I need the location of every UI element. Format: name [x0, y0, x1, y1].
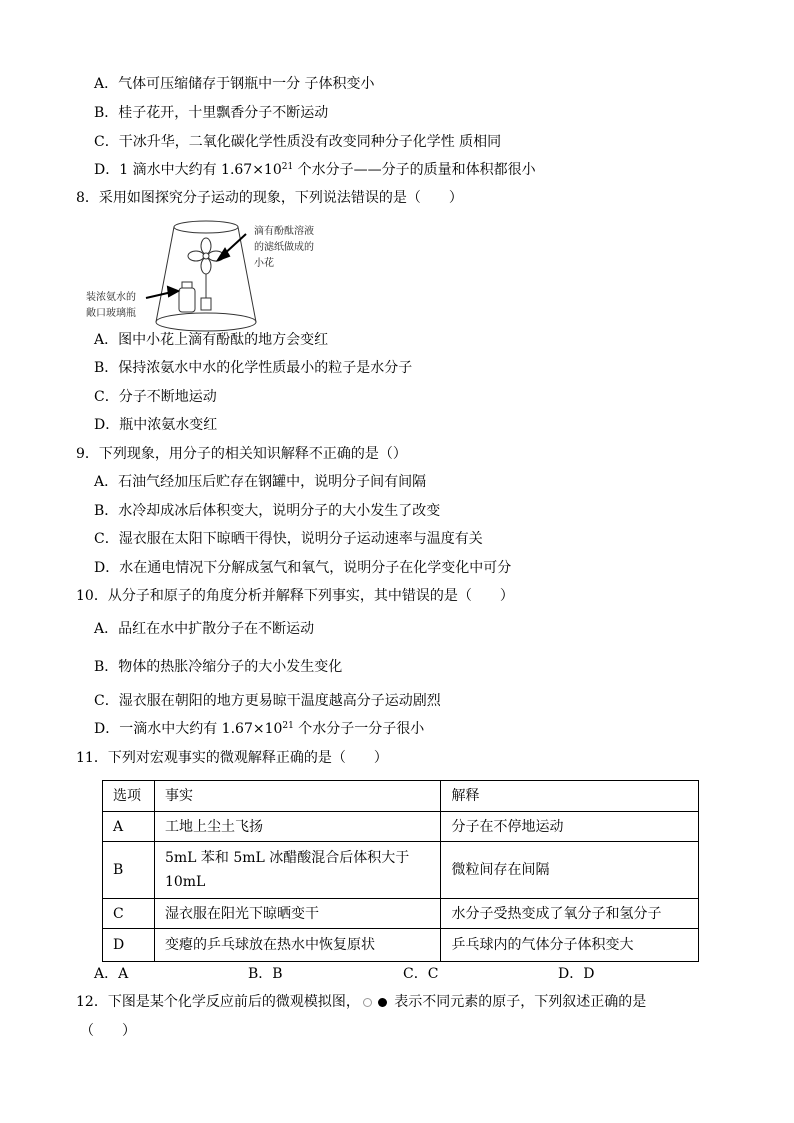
q8-option-a: A．图中小花上滴有酚酞的地方会变红 — [94, 332, 329, 348]
ammonia-bottle-illustration — [179, 282, 195, 312]
q9-option-c: C．湿衣服在太阳下晾晒干得快，说明分子运动速率与温度有关 — [94, 531, 483, 547]
q7-option-d: D．1 滴水中大约有 $1.67\times 10^{21}$ 个水分子——分子的质量和体积都很小 — [94, 162, 536, 178]
row-fact — [154, 842, 441, 899]
white-atom-icon — [363, 998, 372, 1007]
q10-option-c: C．湿衣服在朝阳的地方更易晾干温度越高分子运动剧烈 — [94, 693, 441, 709]
q7-option-b: B．桂子花开，十里飘香分子不断运动 — [94, 105, 329, 121]
header-option: 选项 — [103, 781, 155, 812]
q11-answer-c: C．C — [403, 966, 439, 982]
table-row — [103, 899, 699, 929]
q11-answer-d: D．D — [558, 966, 595, 982]
bottle-label-line1: 装浓氨水的 — [86, 292, 136, 303]
q9-option-a: A．石油气经加压后贮存在钢罐中，说明分子间有间隔 — [94, 474, 427, 490]
flower-label-line3: 小花 — [254, 258, 274, 269]
q12-stem: 12．下图是某个化学反应前后的微观模拟图， 表示不同元素的原子，下列叙述正确的是 — [76, 994, 647, 1010]
q11-answer-a: A．A — [94, 966, 129, 982]
q12-stem-continuation: （ ） — [80, 1023, 136, 1039]
row-fact: 湿衣服在阳光下晾晒变干 — [154, 899, 441, 929]
q11-answer-b: B．B — [248, 966, 283, 982]
row-explanation: 水分子受热变成了氧分子和氢分子 — [441, 899, 699, 929]
q7-option-c: C．干冰升华，二氧化碳化学性质没有改变同种分子化学性 质相同 — [94, 134, 502, 150]
q8-option-c: C．分子不断地运动 — [94, 389, 217, 405]
q10-stem: 10．从分子和原子的角度分析并解释下列事实，其中错误的是（ ） — [76, 588, 514, 604]
q10-option-a: A．品红在水中扩散分子在不断运动 — [94, 621, 315, 637]
row-option: D — [103, 929, 155, 962]
q11-stem: 11．下列对宏观事实的微观解释正确的是（ ） — [76, 750, 388, 766]
q9-option-d: D．水在通电情况下分解成氢气和氧气，说明分子在化学变化中可分 — [94, 560, 512, 576]
row-explanation: 微粒间存在间隔 — [441, 842, 699, 899]
q8-option-d: D．瓶中浓氨水变红 — [94, 417, 218, 433]
black-atom-icon — [378, 998, 387, 1007]
q10-option-d: D．一滴水中大约有 $1.67\times 10^{21}$ 个水分子一分子很小 — [94, 721, 425, 737]
row-option: C — [103, 899, 155, 929]
bottle-label-line2: 敞口玻璃瓶 — [86, 308, 136, 319]
q10-option-b: B．物体的热胀冷缩分子的大小发生变化 — [94, 659, 343, 675]
q7-option-a: A．气体可压缩储存于钢瓶中一分 子体积变小 — [94, 76, 375, 92]
q8-figure-ammonia-experiment — [84, 212, 344, 334]
row-explanation: 乒乓球内的气体分子体积变大 — [441, 929, 699, 962]
row-option: A — [103, 812, 155, 842]
row-fact-line1: 5mL 苯和 5mL 冰醋酸混合后体积大于 — [164, 850, 410, 866]
table-row — [103, 929, 699, 962]
row-explanation: 分子在不停地运动 — [441, 812, 699, 842]
header-fact: 事实 — [154, 781, 441, 812]
q11-table — [102, 780, 699, 962]
table-row — [103, 812, 699, 842]
flower-label-line2: 的滤纸做成的 — [254, 242, 314, 253]
row-fact: 工地上尘土飞扬 — [154, 812, 441, 842]
q9-option-b: B．水冷却成冰后体积变大，说明分子的大小发生了改变 — [94, 503, 441, 519]
table-row — [103, 842, 699, 899]
header-explanation: 解释 — [441, 781, 699, 812]
q9-stem: 9．下列现象，用分子的相关知识解释不正确的是（） — [76, 446, 407, 462]
row-fact-line2: 10mL — [164, 874, 206, 890]
q8-stem: 8．采用如图探究分子运动的现象，下列说法错误的是（ ） — [76, 190, 463, 206]
row-fact: 变瘪的乒乓球放在热水中恢复原状 — [154, 929, 441, 962]
row-option: B — [103, 842, 155, 899]
table-header-row — [103, 781, 699, 812]
flower-label-line1: 滴有酚酞溶液 — [254, 226, 314, 237]
q8-option-b: B．保持浓氨水中水的化学性质最小的粒子是水分子 — [94, 360, 413, 376]
